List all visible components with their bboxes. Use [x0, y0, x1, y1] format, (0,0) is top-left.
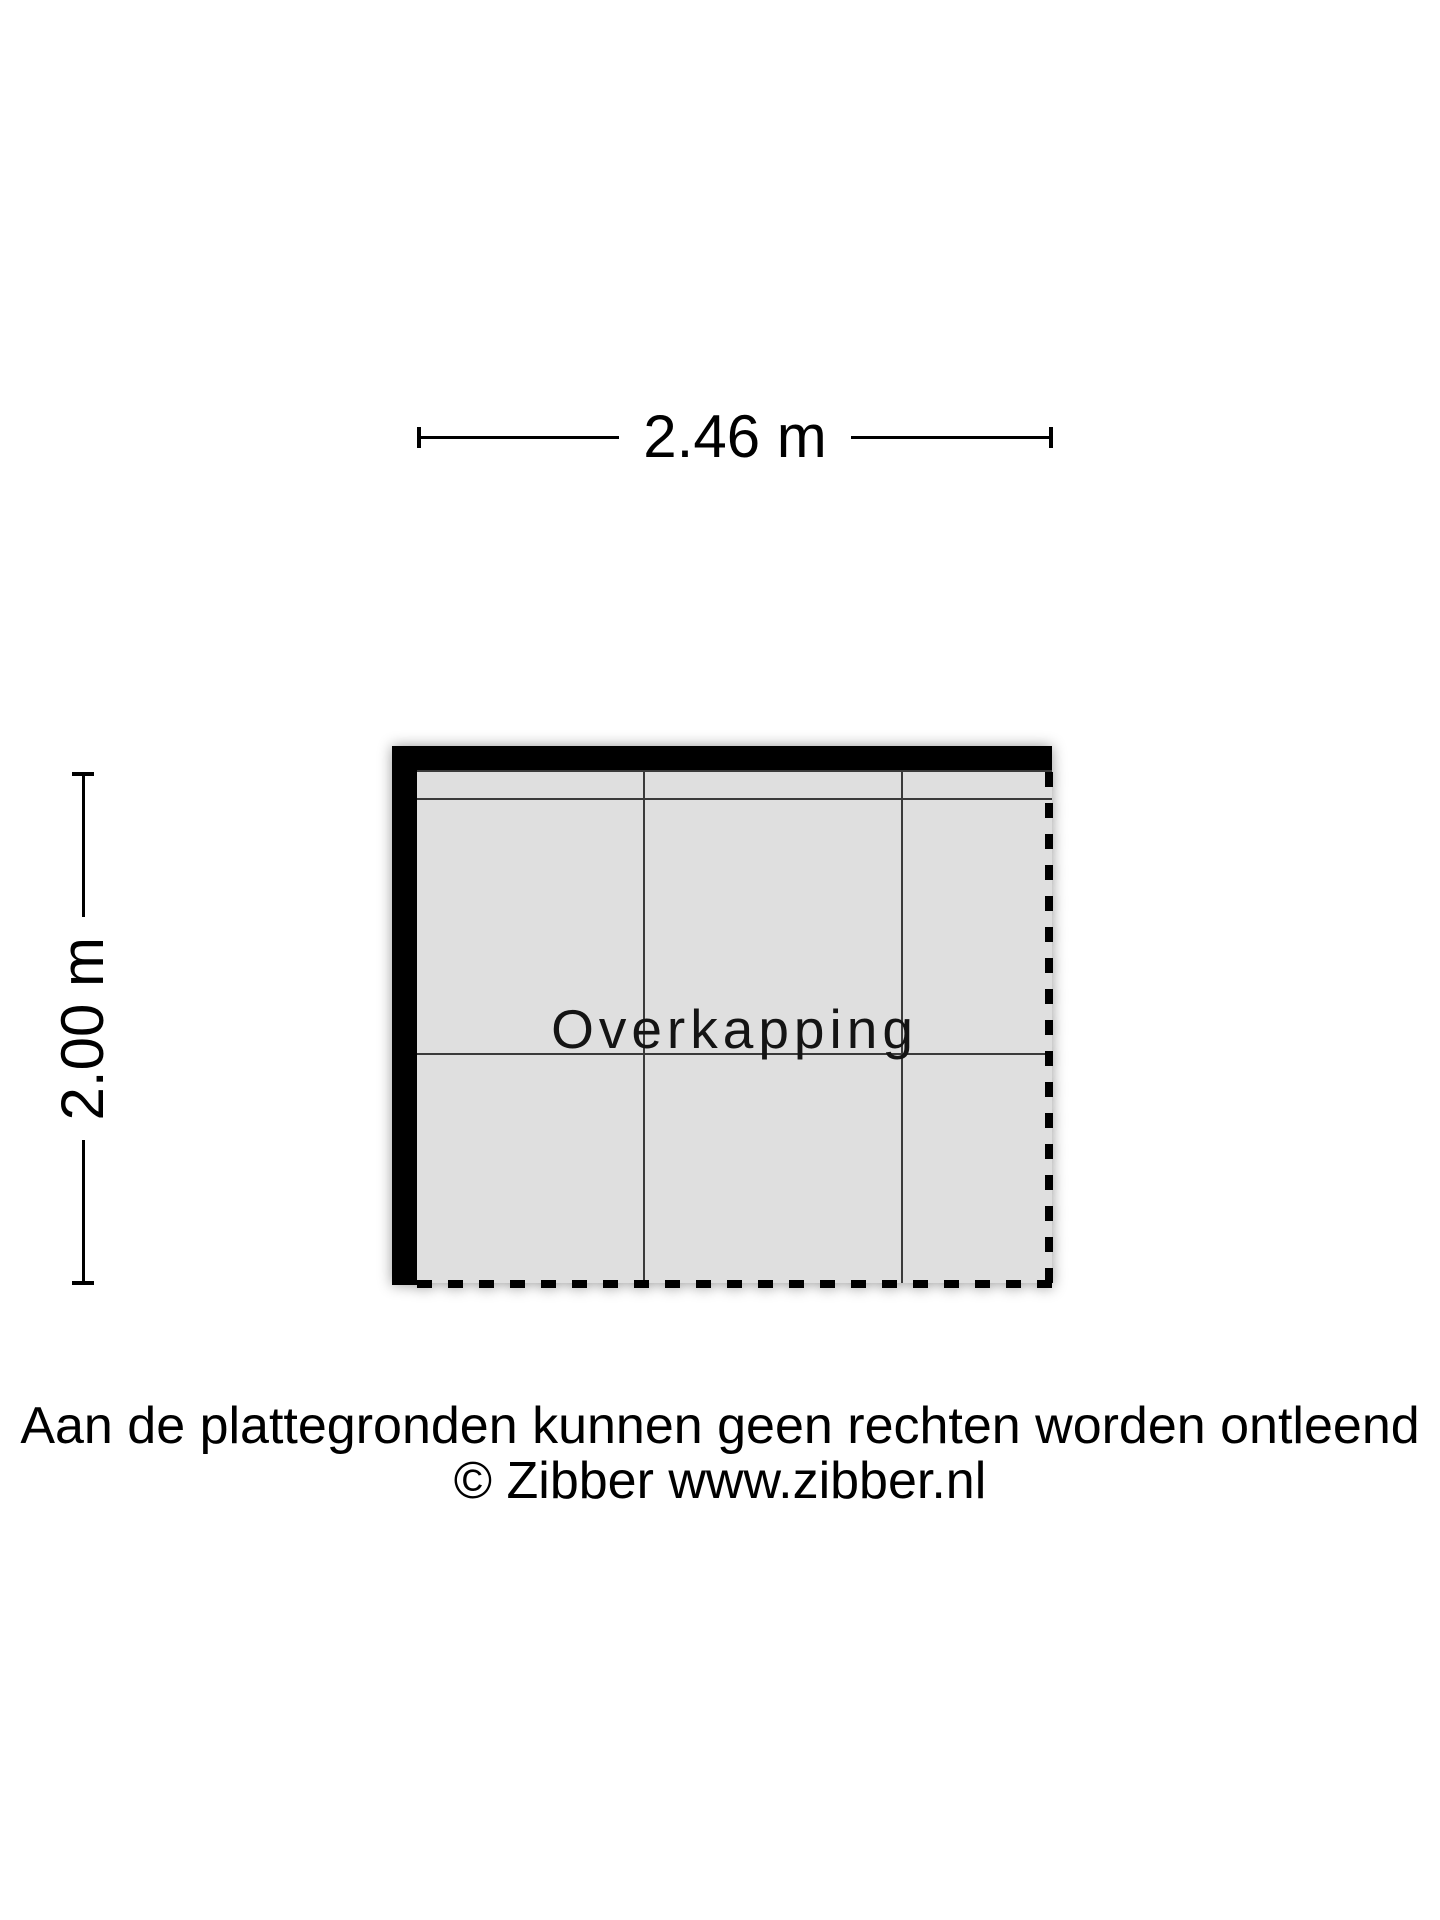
floor-area: [417, 770, 1052, 1283]
copyright-text: © Zibber www.zibber.nl: [453, 1452, 987, 1510]
dimension-line-segment: [421, 436, 619, 439]
grid-line-horizontal: [417, 798, 1052, 800]
dimension-height-label: 2.00 m: [49, 936, 116, 1121]
boundary-dashed-bottom: [417, 1280, 1053, 1288]
room-overkapping: [392, 746, 1053, 1290]
room-label: Overkapping: [551, 998, 918, 1060]
wall-top: [392, 746, 1052, 770]
dimension-width: [417, 403, 1053, 470]
disclaimer-text: Aan de plattegronden kunnen geen rechten worden ontleend: [20, 1397, 1420, 1455]
dimension-line-segment: [851, 436, 1049, 439]
dimension-line-segment: [82, 1140, 85, 1281]
boundary-dashed-right: [1045, 772, 1053, 1288]
footer: [0, 1399, 1440, 1509]
dimension-line-segment: [82, 776, 85, 917]
wall-left: [392, 746, 417, 1285]
dimension-tick-right: [1049, 427, 1053, 448]
dimension-width-label: 2.46 m: [643, 403, 827, 470]
dimension-height: [49, 772, 116, 1285]
dimension-tick-bottom: [72, 1281, 94, 1285]
